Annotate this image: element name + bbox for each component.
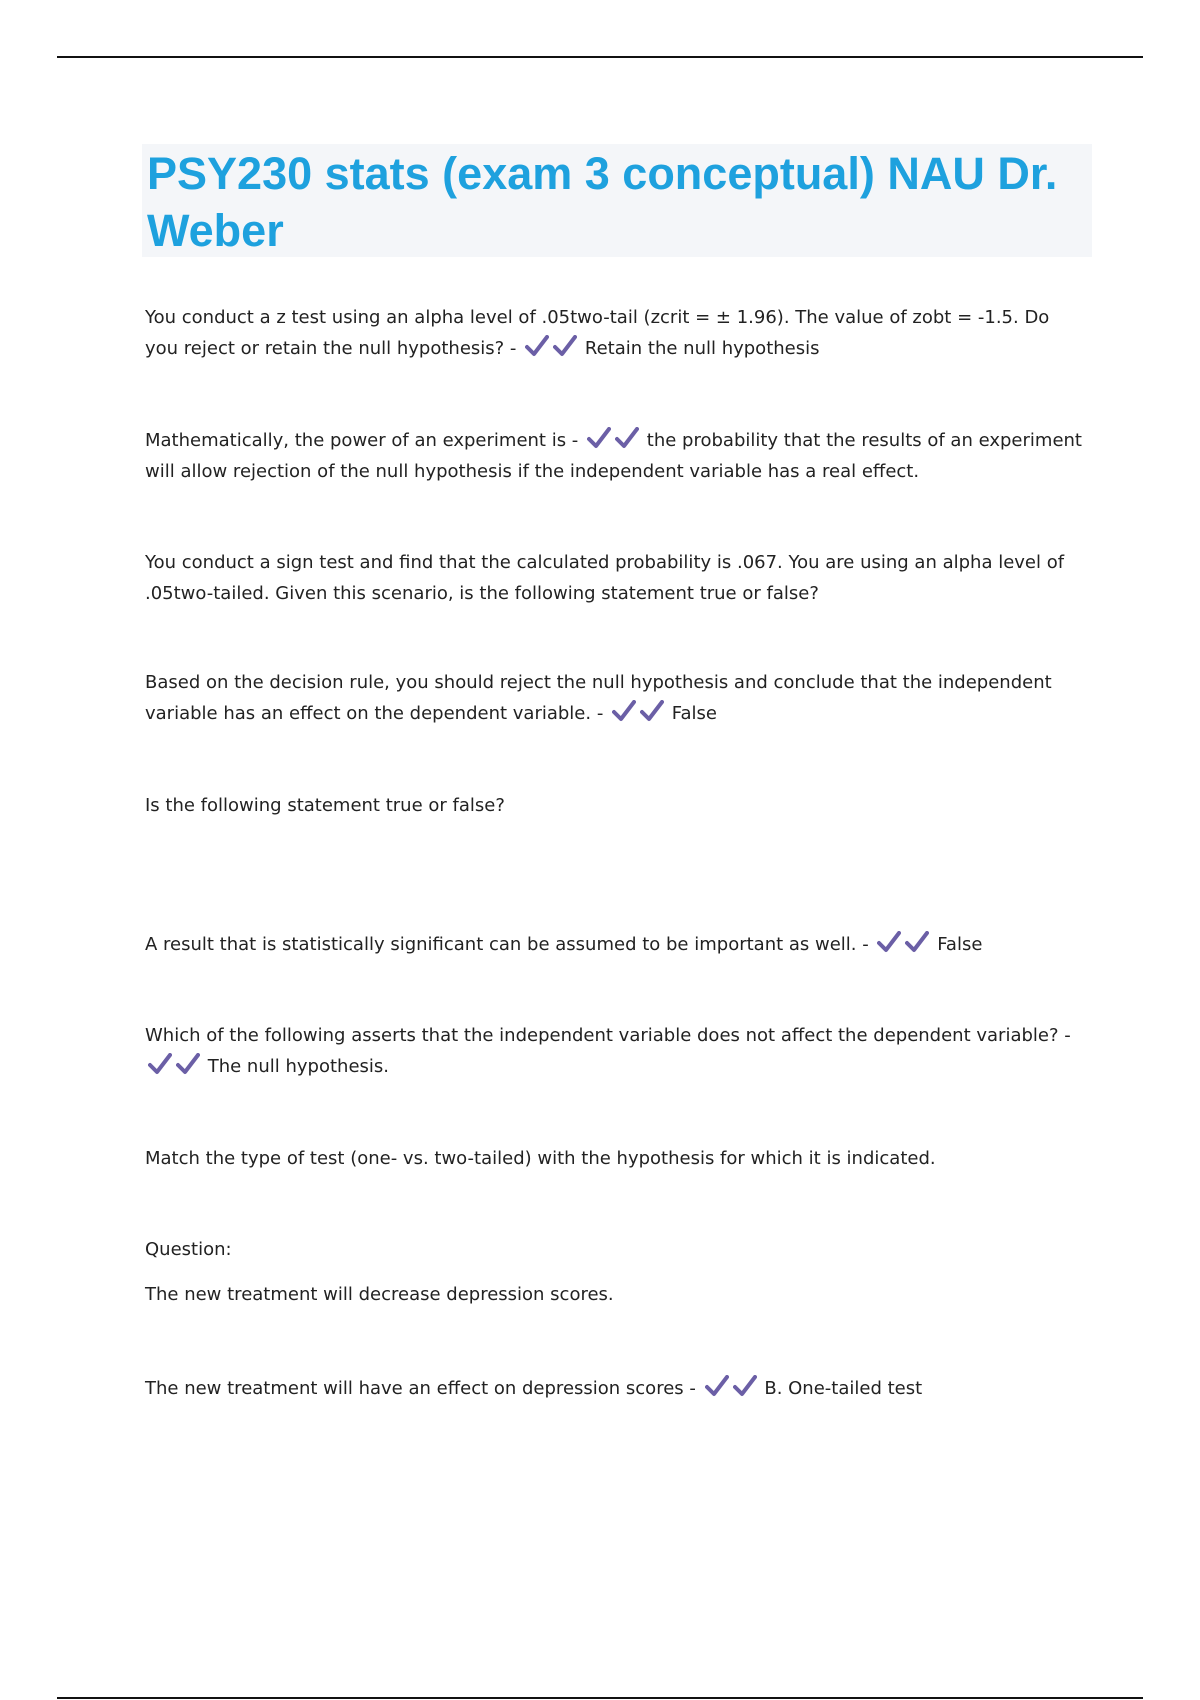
answer-text: B. One-tailed test bbox=[764, 1378, 923, 1399]
answer-text: the probability that the results of an experiment will allow rejection of the null hypothesis if the independent variable has a real effect. bbox=[145, 430, 1082, 482]
check-icon bbox=[148, 1053, 172, 1075]
question-text: Which of the following asserts that the independent variable does not affect the dependent variable? - bbox=[145, 1025, 1071, 1046]
statement-entry-10 bbox=[145, 1279, 1085, 1310]
qa-entry-2 bbox=[145, 425, 1085, 487]
statement-entry-9 bbox=[145, 1234, 1085, 1265]
qa-entry-7 bbox=[145, 1020, 1085, 1082]
footer-divider bbox=[57, 1697, 1143, 1699]
check-icon bbox=[525, 335, 549, 357]
check-icon bbox=[612, 700, 636, 722]
statement-text: You conduct a sign test and find that the calculated probability is .067. You are using an alpha level of .05two-tailed. Given this scenario, is the following statement true or false? bbox=[145, 552, 1065, 604]
question-text: Mathematically, the power of an experiment is - bbox=[145, 430, 579, 451]
question-text: Based on the decision rule, you should reject the null hypothesis and conclude that the independent variable has an effect on the dependent variable. - bbox=[145, 672, 1052, 724]
answer-text: False bbox=[937, 934, 983, 955]
statement-text: Match the type of test (one- vs. two-tailed) with the hypothesis for which it is indicated. bbox=[145, 1148, 936, 1169]
check-icon bbox=[877, 931, 901, 953]
check-icon bbox=[640, 700, 664, 722]
answer-checkmarks bbox=[148, 1053, 200, 1075]
statement-text: Is the following statement true or false? bbox=[145, 795, 505, 816]
qa-entry-11 bbox=[145, 1373, 1085, 1404]
header-divider bbox=[57, 56, 1143, 58]
answer-text: Retain the null hypothesis bbox=[584, 338, 820, 359]
answer-checkmarks bbox=[705, 1375, 757, 1397]
document-title: PSY230 stats (exam 3 conceptual) NAU Dr. Weber bbox=[147, 148, 1058, 256]
check-icon bbox=[587, 427, 611, 449]
question-text: The new treatment will have an effect on depression scores - bbox=[145, 1378, 696, 1399]
statement-entry-8 bbox=[145, 1143, 1085, 1174]
answer-checkmarks bbox=[587, 427, 639, 449]
statement-text: Question: bbox=[145, 1239, 232, 1260]
answer-text: False bbox=[671, 703, 717, 724]
statement-entry-5 bbox=[145, 790, 1085, 821]
qa-entry-6 bbox=[145, 929, 1085, 960]
question-text: A result that is statistically significant can be assumed to be important as well. - bbox=[145, 934, 869, 955]
check-icon bbox=[905, 931, 929, 953]
answer-checkmarks bbox=[612, 700, 664, 722]
qa-entry-1 bbox=[145, 302, 1085, 364]
answer-text: The null hypothesis. bbox=[207, 1056, 389, 1077]
question-text: You conduct a z test using an alpha level of .05two-tail (zcrit = ± 1.96). The value of zobt = -1.5. Do you reject or retain the null hypothesis? - bbox=[145, 307, 1050, 359]
check-icon bbox=[705, 1375, 729, 1397]
answer-checkmarks bbox=[525, 335, 577, 357]
statement-text: The new treatment will decrease depression scores. bbox=[145, 1284, 614, 1305]
check-icon bbox=[615, 427, 639, 449]
check-icon bbox=[553, 335, 577, 357]
answer-checkmarks bbox=[877, 931, 929, 953]
check-icon bbox=[176, 1053, 200, 1075]
qa-entry-4 bbox=[145, 667, 1085, 729]
check-icon bbox=[733, 1375, 757, 1397]
statement-entry-3 bbox=[145, 547, 1085, 609]
